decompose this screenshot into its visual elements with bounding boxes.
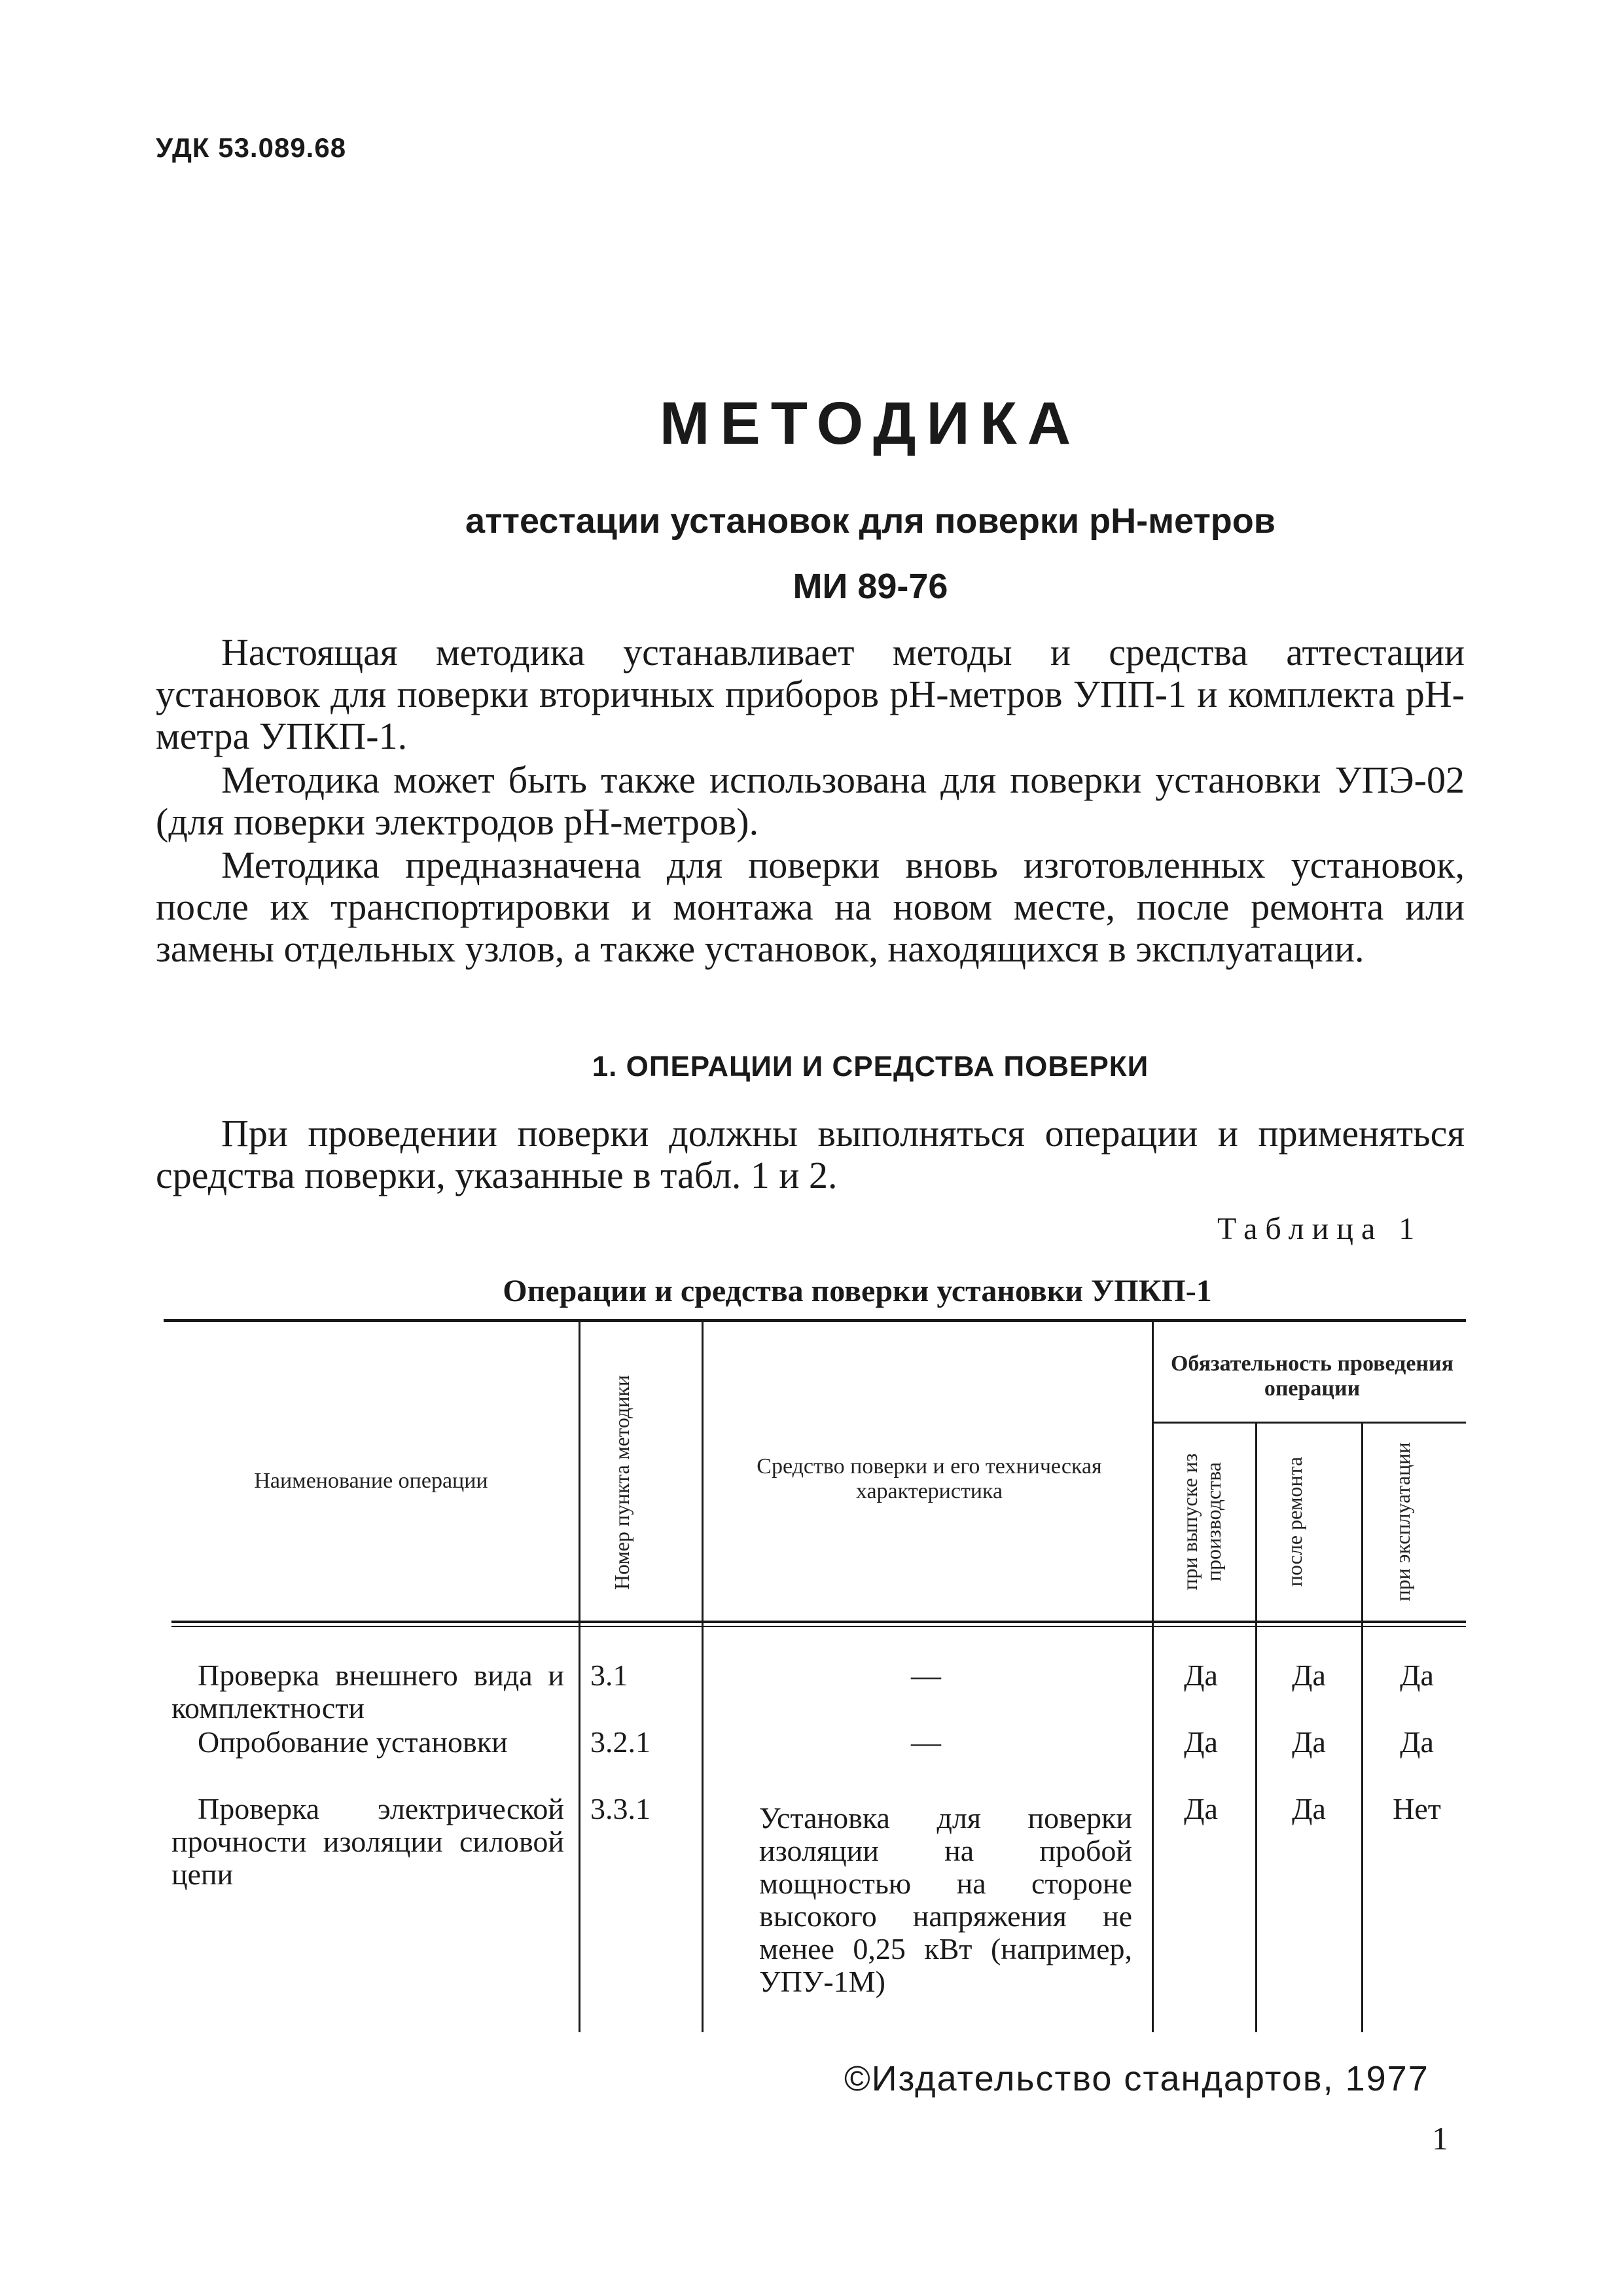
intro-paragraph-2: Методика может быть также использована для поверки установки УПЭ-02 (для поверки электродов pH-метров).: [156, 759, 1465, 843]
row1-tool: —: [911, 1659, 941, 1692]
section-heading: 1. ОПЕРАЦИИ И СРЕДСТВА ПОВЕРКИ: [592, 1050, 1149, 1083]
row2-item: 3.2.1: [590, 1725, 651, 1759]
row3-repair: Да: [1292, 1792, 1326, 1825]
row1-operation-use: Да: [1400, 1659, 1434, 1692]
row2-release: Да: [1184, 1725, 1218, 1759]
col-divider-5: [1361, 1422, 1363, 2032]
copyright: ©Издательство стандартов, 1977: [844, 2059, 1429, 2098]
row2-tool: —: [911, 1725, 941, 1759]
row2-operation-use: Да: [1400, 1725, 1434, 1759]
header-operation: Наименование операции: [254, 1469, 488, 1493]
header-repair: после ремонта: [1283, 1456, 1306, 1587]
row3-operation: Проверка электрической прочности изоляции силовой цепи: [171, 1792, 564, 1891]
table-caption: Операции и средства поверки установки УПКП-1: [503, 1274, 1212, 1308]
table-top-rule: [164, 1319, 1466, 1322]
col-divider-4: [1255, 1422, 1257, 2032]
header-obligation: Обязательность проведения операции: [1170, 1352, 1454, 1401]
row3-item: 3.3.1: [590, 1792, 651, 1825]
intro-paragraph-1: Настоящая методика устанавливает методы и средства аттестации установок для поверки вторичных приборов pH-метров УПП-1 и комплекта pH-метра УПКП-1.: [156, 631, 1465, 757]
header-release: при выпуске из производства: [1178, 1453, 1225, 1590]
obligation-subrule: [1152, 1422, 1466, 1424]
section-paragraph: При проведении поверки должны выполняться операции и применяться средства поверки, указанные в табл. 1 и 2.: [156, 1112, 1465, 1196]
row1-repair: Да: [1292, 1659, 1326, 1692]
row1-operation: Проверка внешнего вида и комплектности: [171, 1659, 564, 1725]
page-number: 1: [1432, 2120, 1448, 2157]
document-title: МЕТОДИКА: [659, 390, 1082, 457]
row1-release: Да: [1184, 1659, 1218, 1692]
row3-tool: Установка для поверки изоляции на пробой мощностью на стороне высокого напряжения не менее 0,25 кВт (например, УПУ-1М): [759, 1801, 1132, 1998]
col-divider-1: [579, 1322, 580, 2032]
header-operation-use: при эксплуатации: [1391, 1442, 1414, 1602]
intro-paragraph-3: Методика предназначена для поверки вновь изготовленных установок, после их транспортировки и монтажа на новом месте, после ремонта или замены отдельных узлов, а также установок, находящихся в эксплуатации.: [156, 844, 1465, 970]
row3-release: Да: [1184, 1792, 1218, 1825]
row1-item: 3.1: [590, 1659, 628, 1692]
table-header-rule-2: [171, 1626, 1466, 1627]
table-header-rule: [171, 1621, 1466, 1623]
header-tool: Средство поверки и его техническая характеристика: [757, 1454, 1102, 1503]
document-code: МИ 89-76: [793, 567, 948, 606]
header-item-number: Номер пункта методики: [610, 1374, 633, 1590]
table-label: Таблица 1: [1217, 1211, 1423, 1246]
udk-code: УДК 53.089.68: [156, 132, 347, 163]
row2-repair: Да: [1292, 1725, 1326, 1759]
document-subtitle: аттестации установок для поверки pH-метров: [465, 501, 1275, 541]
row2-operation: Опробование установки: [198, 1725, 508, 1759]
row3-operation-use: Нет: [1393, 1792, 1441, 1825]
